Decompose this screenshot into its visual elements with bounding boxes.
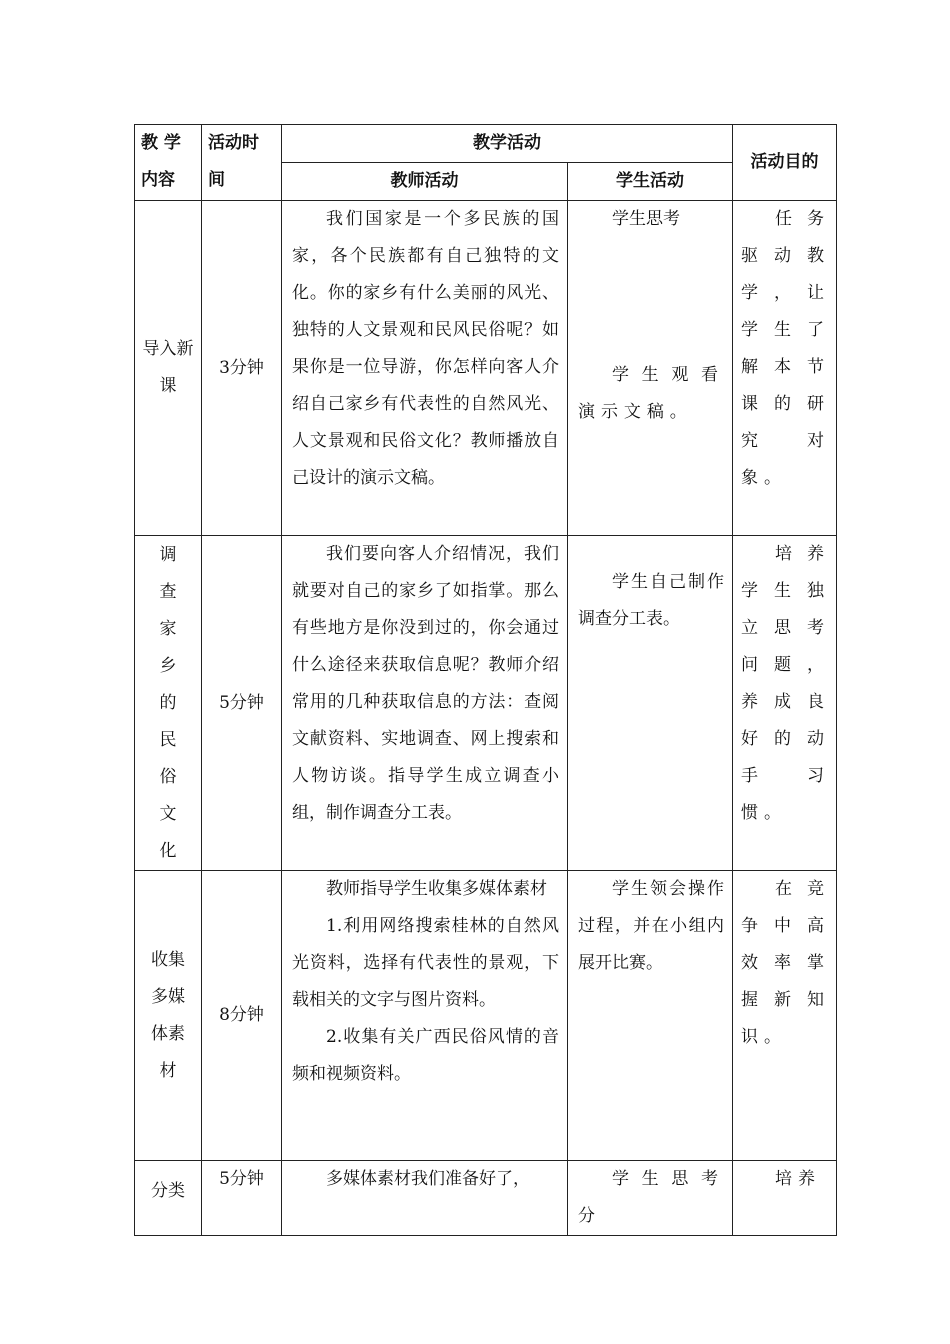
row-student-cell — [568, 536, 733, 871]
row-student-cell — [568, 871, 733, 1161]
header-teacher — [282, 163, 568, 201]
row-teacher-cell — [282, 536, 568, 871]
header-student-label: 学生活动 — [616, 171, 684, 191]
row-content-text: 分类 — [151, 1181, 185, 1201]
lesson-plan-table — [134, 124, 837, 1236]
row-purpose-cell — [733, 536, 837, 871]
row-purpose-text: 在竞争中高效率掌握新知识。 — [741, 879, 830, 1047]
row-purpose-text: 培养 — [775, 1169, 821, 1189]
table-row — [135, 536, 837, 871]
table-row — [135, 201, 837, 536]
row-teacher-text: 我们要向客人介绍情况，我们就要对自己的家乡了如指掌。那么有些地方是你没到过的，你会通过什么途径来获取信息呢？教师介绍常用的几种获取信息的方法：查阅文献资料、实地调查、网上搜索和人物访谈。指导学生成立调查小组，制作调查分工表。 — [292, 544, 559, 823]
row-student-text-1: 学生思考 — [612, 209, 680, 229]
row-student-text-1: 学生自己制作调查分工表。 — [578, 572, 724, 629]
row-content-cell — [135, 1161, 202, 1236]
header-time-label: 活动时间 — [208, 133, 259, 190]
row-time-text: 5分钟 — [219, 1169, 264, 1189]
table-row — [135, 871, 837, 1161]
row-student-text-1: 学生思考分 — [578, 1169, 724, 1226]
row-content-text: 收集多媒体素材 — [151, 949, 185, 1081]
row-teacher-cell — [282, 201, 568, 536]
header-activity-group — [282, 125, 733, 163]
row-teacher-text: 我们国家是一个多民族的国家，各个民族都有自己独特的文化。你的家乡有什么美丽的风光、独特的人文景观和民风民俗呢？如果你是一位导游，你怎样向客人介绍自己家乡有代表性的自然风光、人文景观和民俗文化？教师播放自己设计的演示文稿。 — [292, 209, 559, 488]
row-teacher-cell — [282, 871, 568, 1161]
row-time-text: 5分钟 — [219, 692, 264, 713]
row-content-cell — [135, 871, 202, 1161]
row-teacher-text: 多媒体素材我们准备好了， — [326, 1169, 530, 1189]
row-student-text-2: 学生观看演示文稿。 — [578, 365, 724, 422]
row-purpose-text: 培养学生独立思考问题，养成良好的动手习惯。 — [741, 544, 830, 823]
row-student-cell — [568, 1161, 733, 1236]
row-teacher-intro: 教师指导学生收集多媒体素材 — [326, 879, 547, 899]
header-time — [202, 125, 282, 201]
row-time-text: 8分钟 — [219, 1005, 264, 1025]
header-row-1 — [135, 125, 837, 163]
header-teacher-label: 教师活动 — [390, 171, 459, 191]
row-purpose-text: 任务驱动教学，让学生了解本节课的研究对象。 — [741, 209, 830, 488]
row-purpose-cell — [733, 201, 837, 536]
row-time-cell — [202, 871, 282, 1161]
row-purpose-cell — [733, 1161, 837, 1236]
row-teacher-item-1: 1.利用网络搜索桂林的自然风光资料，选择有代表性的景观，下载相关的文字与图片资料。 — [292, 916, 559, 1010]
row-content-text: 调查家乡的民俗文化 — [159, 544, 177, 861]
header-purpose — [733, 125, 837, 201]
row-teacher-item-2: 2.收集有关广西民俗风情的音频和视频资料。 — [292, 1027, 559, 1084]
table-row — [135, 1161, 837, 1236]
row-time-cell — [202, 1161, 282, 1236]
row-time-text: 3分钟 — [219, 357, 264, 378]
header-student — [568, 163, 733, 201]
row-student-cell — [568, 201, 733, 536]
row-time-cell — [202, 536, 282, 871]
row-content-cell — [135, 201, 202, 536]
row-student-text-1: 学生领会操作过程，并在小组内展开比赛。 — [578, 879, 724, 973]
row-content-cell — [135, 536, 202, 871]
header-content — [135, 125, 202, 201]
header-activity-label: 教学活动 — [473, 133, 541, 153]
row-purpose-cell — [733, 871, 837, 1161]
header-purpose-label: 活动目的 — [750, 152, 819, 172]
row-teacher-cell — [282, 1161, 568, 1236]
row-time-cell — [202, 201, 282, 536]
header-content-label: 教 学 内容 — [141, 133, 181, 190]
row-content-text: 导入新课 — [142, 339, 194, 396]
